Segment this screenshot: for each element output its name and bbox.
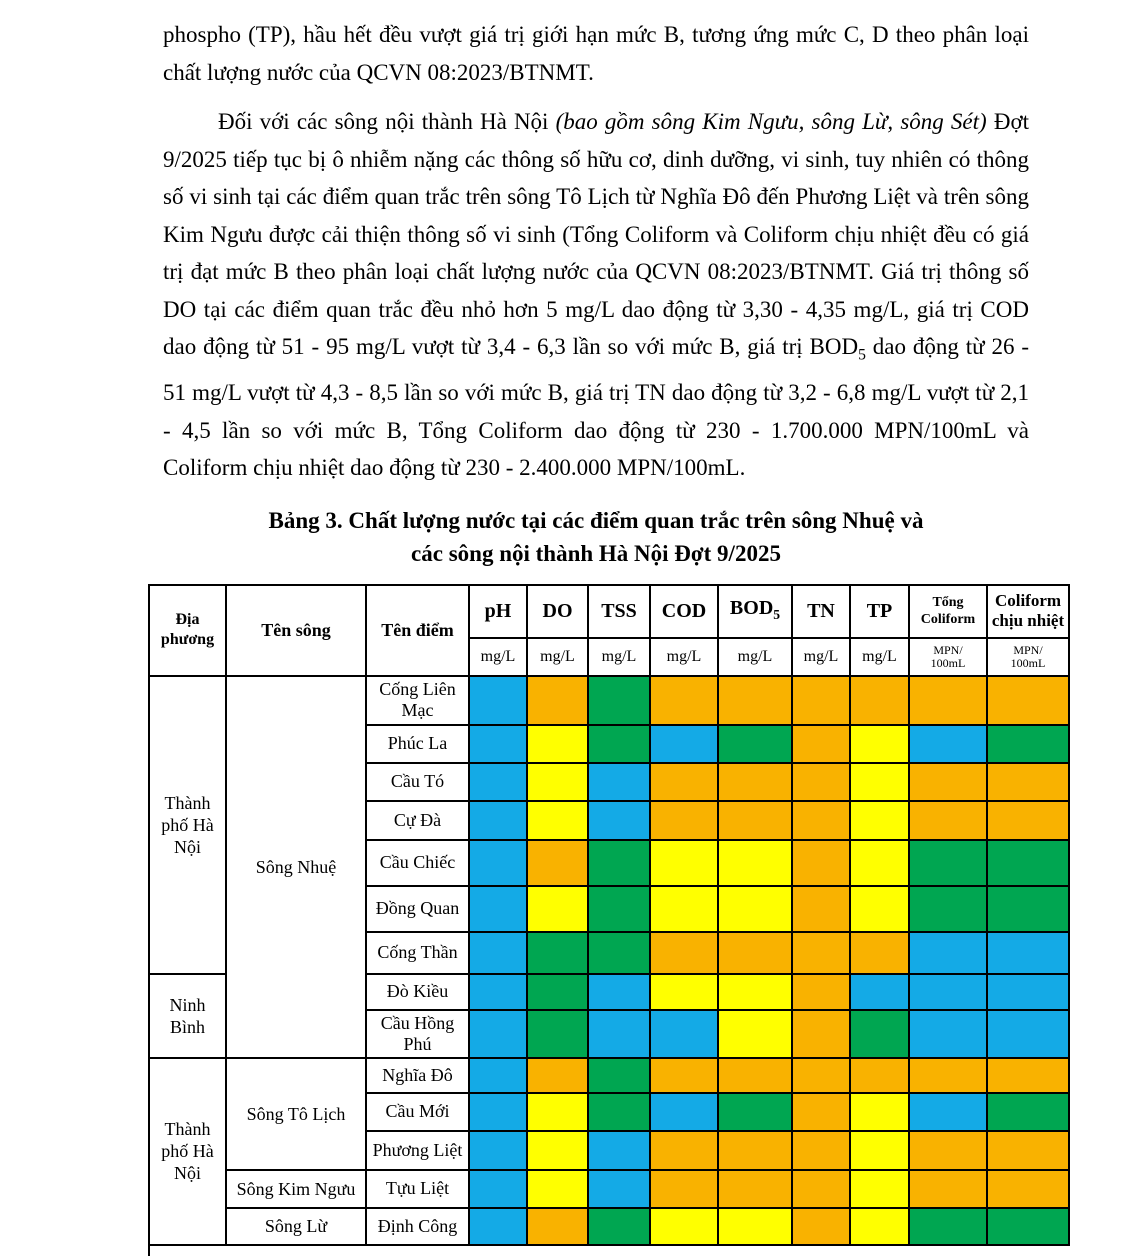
value-cell-orange [650, 801, 718, 840]
value-cell-orange [987, 763, 1069, 801]
value-cell-orange [987, 801, 1069, 840]
value-cell-orange [850, 1058, 909, 1093]
value-cell-orange [909, 801, 987, 840]
value-cell-orange [792, 974, 850, 1010]
value-cell-blue [909, 1093, 987, 1131]
header-unit: mg/L [588, 638, 650, 676]
value-cell-blue [987, 932, 1069, 974]
value-cell-orange [792, 676, 850, 725]
value-cell-blue [469, 801, 527, 840]
header-point: Tên điểm [366, 585, 469, 676]
value-cell-blue [850, 974, 909, 1010]
value-cell-yellow [650, 886, 718, 932]
river-cell: Sông Lừ [226, 1208, 366, 1245]
value-cell-green [987, 886, 1069, 932]
value-cell-blue [909, 932, 987, 974]
value-cell-orange [792, 1058, 850, 1093]
value-cell-blue [469, 1170, 527, 1208]
value-cell-yellow [650, 1208, 718, 1245]
value-cell-green [987, 840, 1069, 886]
header-river: Tên sông [226, 585, 366, 676]
value-cell-orange [792, 1010, 850, 1058]
value-cell-blue [469, 932, 527, 974]
value-cell-orange [792, 1131, 850, 1170]
value-cell-yellow [850, 1131, 909, 1170]
value-cell-orange [792, 1208, 850, 1245]
value-cell-orange [718, 1131, 792, 1170]
point-cell: Đồng Quan [366, 886, 469, 932]
value-cell-yellow [527, 801, 588, 840]
value-cell-orange [850, 676, 909, 725]
value-cell-green [588, 932, 650, 974]
value-cell-yellow [527, 1131, 588, 1170]
table-continuation-line [148, 1246, 150, 1256]
value-cell-blue [588, 801, 650, 840]
header-unit: mg/L [850, 638, 909, 676]
province-cell: Ninh Bình [149, 974, 226, 1058]
value-cell-blue [588, 763, 650, 801]
header-province: Địa phương [149, 585, 226, 676]
value-cell-orange [718, 676, 792, 725]
value-cell-orange [650, 763, 718, 801]
header-unit: mg/L [527, 638, 588, 676]
value-cell-orange [527, 1058, 588, 1093]
value-cell-blue [650, 1093, 718, 1131]
value-cell-blue [469, 1208, 527, 1245]
table-row [149, 1208, 1069, 1245]
value-cell-green [588, 1208, 650, 1245]
value-cell-blue [909, 1010, 987, 1058]
point-cell: Phúc La [366, 725, 469, 763]
value-cell-yellow [850, 725, 909, 763]
value-cell-orange [792, 1093, 850, 1131]
value-cell-orange [718, 763, 792, 801]
value-cell-yellow [850, 801, 909, 840]
value-cell-yellow [850, 840, 909, 886]
value-cell-orange [650, 1170, 718, 1208]
value-cell-blue [469, 763, 527, 801]
province-cell: Thành phố Hà Nội [149, 676, 226, 974]
value-cell-blue [588, 1170, 650, 1208]
point-cell: Cầu Hồng Phú [366, 1010, 469, 1058]
value-cell-yellow [850, 1170, 909, 1208]
value-cell-yellow [527, 763, 588, 801]
header-param-tổng-coliform: Tổng Coliform [909, 585, 987, 638]
value-cell-green [527, 974, 588, 1010]
value-cell-orange [909, 1170, 987, 1208]
value-cell-blue [588, 974, 650, 1010]
value-cell-green [588, 886, 650, 932]
value-cell-orange [987, 1170, 1069, 1208]
value-cell-green [588, 1058, 650, 1093]
value-cell-yellow [718, 886, 792, 932]
value-cell-green [987, 1093, 1069, 1131]
table-row [149, 676, 1069, 725]
value-cell-blue [588, 1131, 650, 1170]
value-cell-yellow [527, 725, 588, 763]
paragraph-continuation: phospho (TP), hầu hết đều vượt giá trị giới hạn mức B, tương ứng mức C, D theo phân loại chất lượng nước của QCVN 08:2023/BTNMT. [163, 22, 1029, 85]
value-cell-blue [469, 974, 527, 1010]
value-cell-yellow [650, 974, 718, 1010]
value-cell-blue [469, 840, 527, 886]
value-cell-green [718, 725, 792, 763]
header-param-coliform-chịu-nhiệt: Coliform chịu nhiệt [987, 585, 1069, 638]
value-cell-blue [650, 1010, 718, 1058]
value-cell-orange [792, 801, 850, 840]
value-cell-orange [718, 1170, 792, 1208]
value-cell-blue [469, 1093, 527, 1131]
paragraph-segment: Đợt 9/2025 tiếp tục bị ô nhiễm nặng các thông số hữu cơ, dinh dưỡng, vi sinh, tuy nhiên có thông số vi sinh tại các điểm quan trắc trên sông Tô Lịch từ Nghĩa Đô đến Phương Liệt và trên sông Kim Ngưu được cải thiện thông số vi sinh (Tổng Coliform và Coliform chịu nhiệt đều có giá trị đạt mức B theo phân loại chất lượng nước của QCVN 08:2023/BTNMT. Giá trị thông số DO tại các điểm quan trắc đều nhỏ hơn 5 mg/L dao động từ 3,30 - 4,35 mg/L, giá trị COD dao động từ 51 - 95 mg/L vượt từ 3,4 - 6,3 lần so với mức B, giá trị BOD [163, 109, 1029, 359]
value-cell-blue [987, 974, 1069, 1010]
value-cell-blue [987, 1010, 1069, 1058]
point-cell: Cống Thần [366, 932, 469, 974]
water-quality-table [148, 584, 1070, 1246]
value-cell-green [909, 840, 987, 886]
value-cell-green [987, 1208, 1069, 1245]
value-cell-orange [650, 932, 718, 974]
table-title-line1: Bảng 3. Chất lượng nước tại các điểm quan trắc trên sông Nhuệ và [268, 507, 924, 533]
value-cell-yellow [850, 886, 909, 932]
point-cell: Phương Liệt [366, 1131, 469, 1170]
value-cell-green [588, 676, 650, 725]
value-cell-blue [909, 974, 987, 1010]
value-cell-green [588, 840, 650, 886]
value-cell-green [527, 1010, 588, 1058]
value-cell-orange [527, 840, 588, 886]
value-cell-orange [650, 676, 718, 725]
header-param-tp: TP [850, 585, 909, 638]
river-cell: Sông Kim Ngưu [226, 1170, 366, 1208]
header-unit: mg/L [469, 638, 527, 676]
paragraph-segment: Đối với các sông nội thành Hà Nội [218, 109, 556, 134]
value-cell-orange [909, 1058, 987, 1093]
point-cell: Cự Đà [366, 801, 469, 840]
value-cell-yellow [718, 974, 792, 1010]
header-param-bod: $BOD_5$ [718, 585, 792, 638]
value-cell-yellow [527, 1093, 588, 1131]
value-cell-green [909, 886, 987, 932]
value-cell-yellow [850, 763, 909, 801]
header-param-cod: COD [650, 585, 718, 638]
value-cell-blue [469, 1010, 527, 1058]
paragraph-segment: 5 [858, 346, 866, 364]
value-cell-orange [650, 1058, 718, 1093]
value-cell-green [909, 1208, 987, 1245]
value-cell-green [987, 725, 1069, 763]
header-param-tss: TSS [588, 585, 650, 638]
header-unit: MPN/ 100mL [987, 638, 1069, 676]
value-cell-orange [850, 932, 909, 974]
value-cell-orange [909, 676, 987, 725]
value-cell-green [527, 932, 588, 974]
value-cell-orange [792, 932, 850, 974]
value-cell-yellow [650, 840, 718, 886]
value-cell-orange [792, 725, 850, 763]
value-cell-blue [650, 725, 718, 763]
table-row [149, 1170, 1069, 1208]
point-cell: Cầu Chiếc [366, 840, 469, 886]
header-unit: mg/L [650, 638, 718, 676]
river-cell: Sông Nhuệ [226, 676, 366, 1058]
value-cell-green [850, 1010, 909, 1058]
value-cell-orange [792, 1170, 850, 1208]
header-param-ph: pH [469, 585, 527, 638]
value-cell-orange [527, 676, 588, 725]
value-cell-orange [987, 1131, 1069, 1170]
value-cell-orange [527, 1208, 588, 1245]
value-cell-blue [469, 886, 527, 932]
table-title-line2: các sông nội thành Hà Nội Đợt 9/2025 [411, 540, 781, 566]
value-cell-green [588, 1093, 650, 1131]
value-cell-orange [650, 1131, 718, 1170]
value-cell-yellow [718, 1010, 792, 1058]
value-cell-orange [792, 840, 850, 886]
point-cell: Cống Liên Mạc [366, 676, 469, 725]
paragraph-segment: (bao gồm sông Kim Ngưu, sông Lừ, sông Sét) [555, 109, 987, 134]
value-cell-orange [792, 886, 850, 932]
value-cell-yellow [718, 1208, 792, 1245]
value-cell-orange [718, 801, 792, 840]
value-cell-green [718, 1093, 792, 1131]
point-cell: Đò Kiều [366, 974, 469, 1010]
paragraph-inner-city-rivers [163, 103, 1029, 487]
value-cell-blue [588, 1010, 650, 1058]
point-cell: Cầu Mới [366, 1093, 469, 1131]
point-cell: Định Công [366, 1208, 469, 1245]
value-cell-blue [469, 676, 527, 725]
value-cell-blue [469, 725, 527, 763]
value-cell-orange [987, 1058, 1069, 1093]
province-cell: Thành phố Hà Nội [149, 1058, 226, 1245]
value-cell-orange [909, 763, 987, 801]
point-cell: Tựu Liệt [366, 1170, 469, 1208]
value-cell-blue [469, 1131, 527, 1170]
point-cell: Nghĩa Đô [366, 1058, 469, 1093]
value-cell-blue [909, 725, 987, 763]
value-cell-orange [718, 932, 792, 974]
value-cell-orange [987, 676, 1069, 725]
value-cell-yellow [527, 886, 588, 932]
paragraph-segment: dao động từ 26 - 51 mg/L vượt từ 4,3 - 8,5 lần so với mức B, giá trị TN dao động từ 3,2 - 6,8 mg/L vượt từ 2,1 - 4,5 lần so với mức B, Tổng Coliform dao động từ 230 - 1.700.000 MPN/100mL và Coliform chịu nhiệt dao động từ 230 - 2.400.000 MPN/100mL. [163, 334, 1029, 481]
value-cell-yellow [850, 1208, 909, 1245]
value-cell-yellow [527, 1170, 588, 1208]
table-title [160, 504, 1032, 570]
value-cell-blue [469, 1058, 527, 1093]
header-param-tn: TN [792, 585, 850, 638]
value-cell-yellow [850, 1093, 909, 1131]
value-cell-yellow [718, 840, 792, 886]
value-cell-green [588, 725, 650, 763]
value-cell-orange [792, 763, 850, 801]
header-param-do: DO [527, 585, 588, 638]
river-cell: Sông Tô Lịch [226, 1058, 366, 1170]
header-unit: mg/L [718, 638, 792, 676]
table-row [149, 1058, 1069, 1093]
header-unit: mg/L [792, 638, 850, 676]
point-cell: Cầu Tó [366, 763, 469, 801]
value-cell-orange [718, 1058, 792, 1093]
value-cell-orange [909, 1131, 987, 1170]
header-unit: MPN/ 100mL [909, 638, 987, 676]
